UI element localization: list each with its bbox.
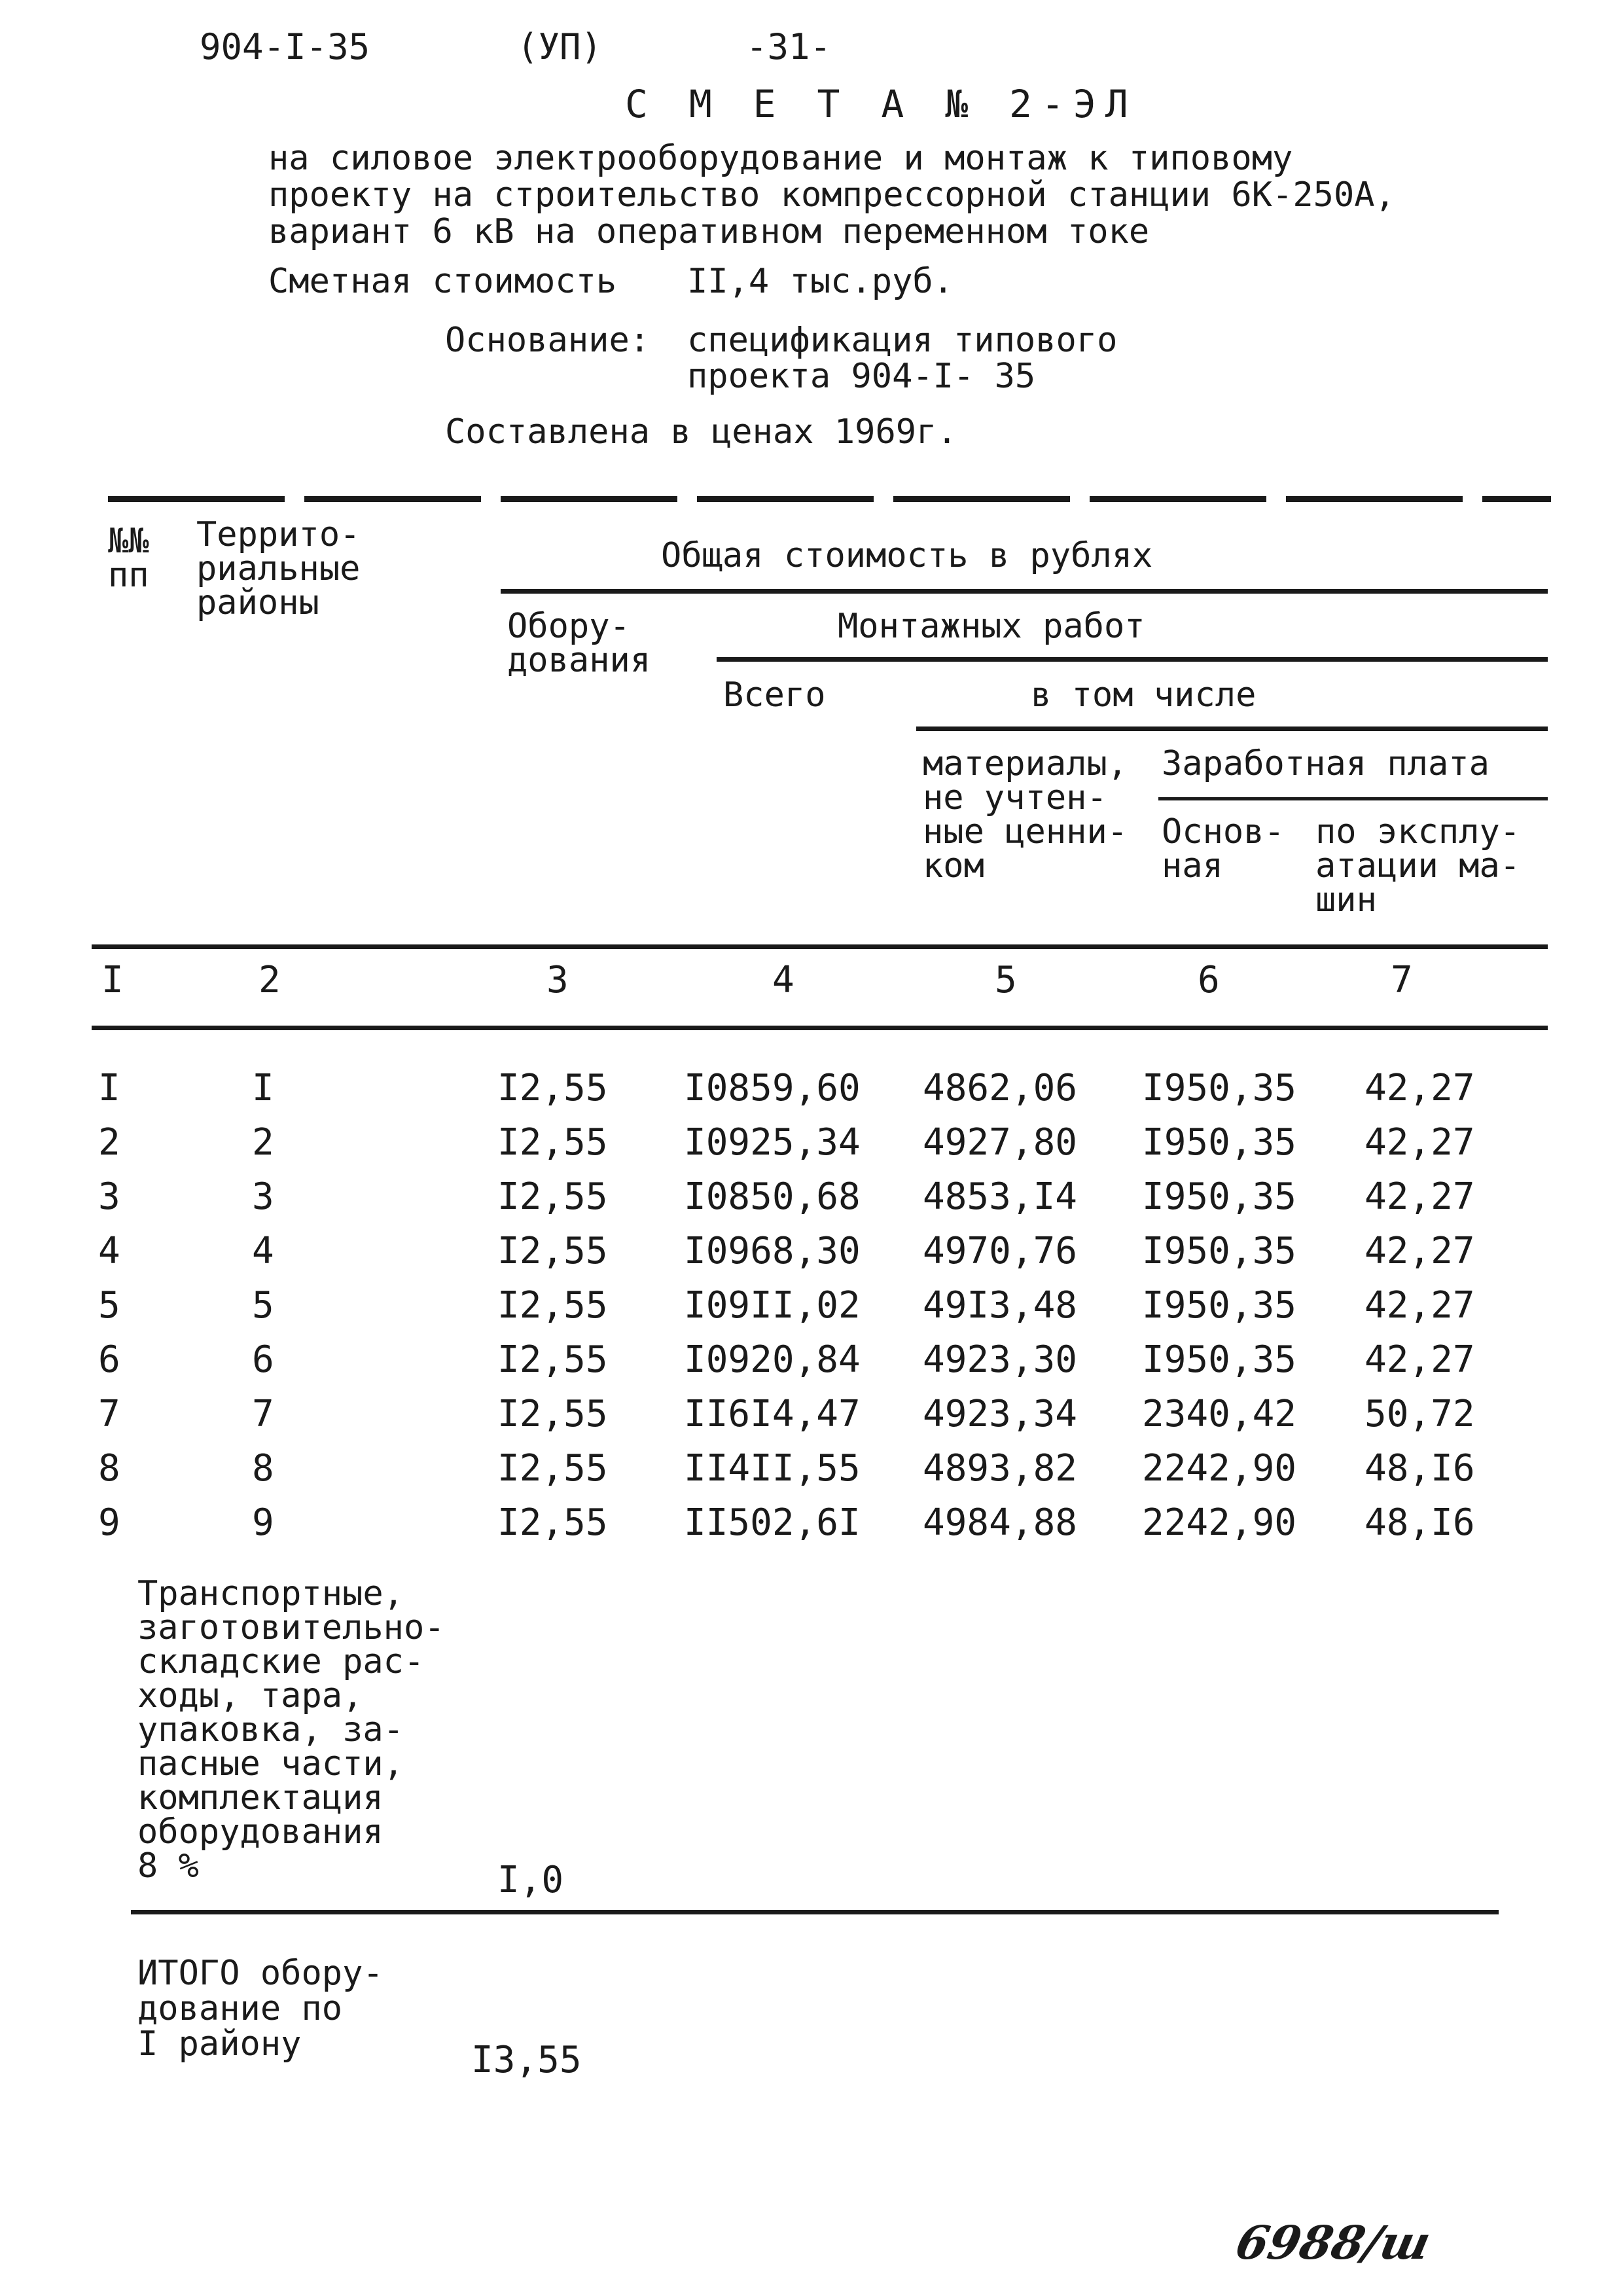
header-equipment-line-2: дования xyxy=(507,641,651,680)
cell-install-total: I0859,60 xyxy=(684,1067,861,1109)
cell-row-number: 7 xyxy=(98,1393,120,1435)
cell-machine-wage: 42,27 xyxy=(1364,1121,1475,1164)
cell-equipment-cost: I2,55 xyxy=(497,1121,608,1164)
cell-equipment-cost: I2,55 xyxy=(497,1447,608,1490)
prices-line: Составлена в ценах 1969г. xyxy=(445,412,957,452)
transport-line: упаковка, за- xyxy=(137,1710,404,1749)
cell-basic-wage: 2340,42 xyxy=(1142,1393,1297,1435)
rule-under-wages xyxy=(1158,797,1548,800)
cell-equipment-cost: I2,55 xyxy=(497,1338,608,1381)
cell-install-total: I0850,68 xyxy=(684,1175,861,1218)
header-total: Всего xyxy=(723,675,826,715)
cell-region: 5 xyxy=(252,1284,274,1327)
transport-line: ходы, тара, xyxy=(137,1676,363,1715)
cell-install-total: I09II,02 xyxy=(684,1284,861,1327)
header-materials-line-1: материалы, xyxy=(923,744,1128,783)
cell-region: 8 xyxy=(252,1447,274,1490)
transport-line: Транспортные, xyxy=(137,1574,404,1613)
cell-materials-cost: 4984,88 xyxy=(923,1501,1078,1544)
column-number-7: 7 xyxy=(1391,959,1413,1001)
cell-row-number: 4 xyxy=(98,1230,120,1272)
rule-under-installation xyxy=(717,657,1548,662)
column-number-1: I xyxy=(101,959,124,1001)
rule-below-column-numbers xyxy=(92,1026,1548,1030)
table-top-rule xyxy=(108,496,1551,502)
header-num-line-1: №№ xyxy=(108,522,149,561)
cell-row-number: 6 xyxy=(98,1338,120,1381)
page-number: -31- xyxy=(746,26,832,67)
header-machines-line-2: атации ма- xyxy=(1315,846,1521,886)
transport-line: 8 % xyxy=(137,1846,199,1886)
cell-region: 2 xyxy=(252,1121,274,1164)
cell-equipment-cost: I2,55 xyxy=(497,1067,608,1109)
header-basic-line-1: Основ- xyxy=(1162,812,1285,852)
cell-materials-cost: 4923,34 xyxy=(923,1393,1078,1435)
cell-machine-wage: 42,27 xyxy=(1364,1338,1475,1381)
column-number-2: 2 xyxy=(259,959,281,1001)
cell-machine-wage: 42,27 xyxy=(1364,1230,1475,1272)
header-installation: Монтажных работ xyxy=(838,607,1145,646)
cell-region: 9 xyxy=(252,1501,274,1544)
cell-basic-wage: 2242,90 xyxy=(1142,1501,1297,1544)
cell-basic-wage: I950,35 xyxy=(1142,1284,1297,1327)
header-equipment-line-1: Обору- xyxy=(507,607,630,646)
cell-basic-wage: 2242,90 xyxy=(1142,1447,1297,1490)
cell-equipment-cost: I2,55 xyxy=(497,1284,608,1327)
cell-materials-cost: 4970,76 xyxy=(923,1230,1078,1272)
column-number-3: 3 xyxy=(546,959,569,1001)
header-materials-line-4: ком xyxy=(923,846,984,886)
rule-above-column-numbers xyxy=(92,944,1548,949)
cell-install-total: I0968,30 xyxy=(684,1230,861,1272)
header-region-line-3: районы xyxy=(196,583,319,622)
cell-install-total: I0925,34 xyxy=(684,1121,861,1164)
rule-under-including xyxy=(916,726,1548,731)
cell-install-total: II4II,55 xyxy=(684,1447,861,1490)
cell-region: I xyxy=(252,1067,274,1109)
stamp-mark: 6988/ш xyxy=(1231,2215,1436,2270)
cell-basic-wage: I950,35 xyxy=(1142,1175,1297,1218)
header-materials-line-2: не учтен- xyxy=(923,778,1107,817)
cell-machine-wage: 48,I6 xyxy=(1364,1447,1475,1490)
transport-line: заготовительно- xyxy=(137,1608,445,1647)
cell-materials-cost: 4923,30 xyxy=(923,1338,1078,1381)
total-line: I району xyxy=(137,2024,302,2064)
header-total-cost: Общая стоимость в рублях xyxy=(661,536,1153,575)
cell-basic-wage: I950,35 xyxy=(1142,1067,1297,1109)
description-line-1: на силовое электрооборудование и монтаж к типовому xyxy=(268,139,1293,178)
cell-basic-wage: I950,35 xyxy=(1142,1121,1297,1164)
column-number-4: 4 xyxy=(772,959,794,1001)
cell-row-number: 2 xyxy=(98,1121,120,1164)
cell-row-number: 8 xyxy=(98,1447,120,1490)
cell-install-total: II6I4,47 xyxy=(684,1393,861,1435)
cell-row-number: 3 xyxy=(98,1175,120,1218)
header-wages: Заработная плата xyxy=(1162,744,1489,783)
rule-above-total xyxy=(131,1910,1499,1914)
cell-row-number: 5 xyxy=(98,1284,120,1327)
cell-equipment-cost: I2,55 xyxy=(497,1501,608,1544)
cell-row-number: 9 xyxy=(98,1501,120,1544)
total-line: дование по xyxy=(137,1989,343,2028)
cell-materials-cost: 4893,82 xyxy=(923,1447,1078,1490)
cell-machine-wage: 42,27 xyxy=(1364,1284,1475,1327)
cell-region: 3 xyxy=(252,1175,274,1218)
rule-under-total-cost xyxy=(501,589,1548,594)
header-machines-line-3: шин xyxy=(1315,880,1377,920)
column-number-5: 5 xyxy=(995,959,1017,1001)
cell-basic-wage: I950,35 xyxy=(1142,1230,1297,1272)
basis-line-1: спецификация типового xyxy=(687,321,1118,360)
cell-install-total: II502,6I xyxy=(684,1501,861,1544)
cost-value: II,4 тыс.руб. xyxy=(687,262,954,301)
basis-line-2: проекта 904-I- 35 xyxy=(687,357,1036,396)
cell-install-total: I0920,84 xyxy=(684,1338,861,1381)
cell-materials-cost: 49I3,48 xyxy=(923,1284,1078,1327)
header-materials-line-3: ные ценни- xyxy=(923,812,1128,852)
cell-materials-cost: 4927,80 xyxy=(923,1121,1078,1164)
doc-code: 904-I-35 xyxy=(200,26,370,67)
cell-machine-wage: 50,72 xyxy=(1364,1393,1475,1435)
cell-materials-cost: 4853,I4 xyxy=(923,1175,1078,1218)
document-title: С М Е Т А № 2-ЭЛ xyxy=(625,82,1137,126)
header-region-line-2: риальные xyxy=(196,549,361,588)
header-including: в том числе xyxy=(1031,675,1257,715)
cell-basic-wage: I950,35 xyxy=(1142,1338,1297,1381)
column-number-6: 6 xyxy=(1198,959,1220,1001)
header-machines-line-1: по эксплу- xyxy=(1315,812,1521,852)
cell-equipment-cost: I2,55 xyxy=(497,1230,608,1272)
transport-line: пасные части, xyxy=(137,1744,404,1784)
transport-line: комплектация xyxy=(137,1778,383,1818)
total-line: ИТОГО обору- xyxy=(137,1954,383,1993)
cell-machine-wage: 42,27 xyxy=(1364,1067,1475,1109)
section-label: (УП) xyxy=(517,26,603,67)
description-line-2: проекту на строительство компрессорной станции 6К-250А, xyxy=(268,175,1395,215)
transport-line: складские рас- xyxy=(137,1642,425,1681)
cell-equipment-cost: I2,55 xyxy=(497,1175,608,1218)
header-region-line-1: Террито- xyxy=(196,515,361,554)
description-line-3: вариант 6 кВ на оперативном переменном токе xyxy=(268,212,1150,251)
transport-line: оборудования xyxy=(137,1812,383,1852)
header-num-line-2: пп xyxy=(108,556,149,595)
cell-equipment-cost: I2,55 xyxy=(497,1393,608,1435)
transport-value: I,0 xyxy=(497,1859,564,1901)
cell-region: 7 xyxy=(252,1393,274,1435)
cell-machine-wage: 42,27 xyxy=(1364,1175,1475,1218)
cell-materials-cost: 4862,06 xyxy=(923,1067,1078,1109)
cell-row-number: I xyxy=(98,1067,120,1109)
cell-region: 4 xyxy=(252,1230,274,1272)
basis-label: Основание: xyxy=(445,321,651,360)
cell-region: 6 xyxy=(252,1338,274,1381)
cost-label: Сметная стоимость xyxy=(268,262,617,301)
header-basic-line-2: ная xyxy=(1162,846,1223,886)
cell-machine-wage: 48,I6 xyxy=(1364,1501,1475,1544)
total-value: I3,55 xyxy=(471,2039,582,2081)
